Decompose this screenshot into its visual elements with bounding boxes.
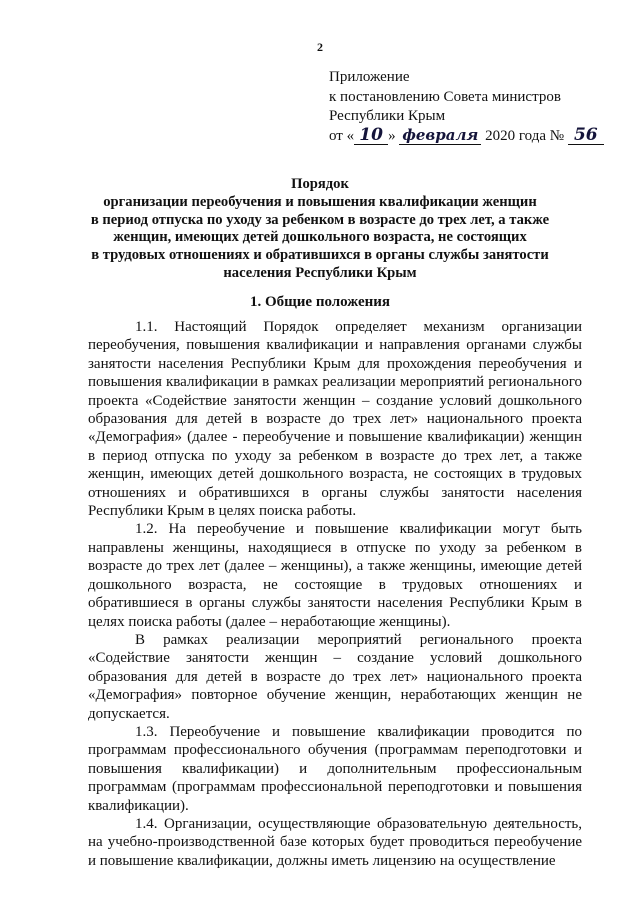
paragraph-1-1: 1.1. Настоящий Порядок определяет механизм организации переобучения, повышения квалификации и направления органами службы занятости населения Республики Крым для прохождения переобучения и повышения квалификации в рамках реализации мероприятий регионального проекта «Содействие занятости женщин – создание условий дошкольного образования для детей в возрасте до трех лет» национального проекта «Демография» (далее - переобучение и повышение квалификации) женщин в период отпуска по уходу за ребенком в возрасте до трех лет, а также женщин, имеющих детей дошкольного возраста, не состоящих в трудовых отношениях и обратившихся в органы службы занятости населения Республики Крым в целях поиска работы. [88, 319, 582, 520]
title-line: в трудовых отношениях и обратившихся в органы службы занятости [91, 247, 549, 264]
paragraph-1-2-continued: В рамках реализации мероприятий регионального проекта «Содействие занятости женщин – создание условий дошкольного образования для детей в возрасте до трех лет» национального проекта «Демография» повторное обучение женщин, неработающих женщин не допускается. [88, 631, 582, 722]
title-line: организации переобучения и повышения квалификации женщин [103, 193, 537, 210]
title-heading: Порядок [291, 176, 349, 192]
document-body [88, 318, 582, 870]
appendix-resolution: к постановлению Совета министров [329, 88, 561, 105]
appendix-label: Приложение [329, 69, 410, 85]
appendix-date-line [329, 124, 604, 147]
document-title [60, 176, 580, 283]
date-prefix: от « [329, 127, 355, 144]
date-year: 2020 года № [485, 127, 565, 144]
appendix-republic: Республики Крым [329, 108, 446, 124]
handwritten-day: 10 [359, 124, 383, 145]
handwritten-number: 56 [573, 124, 598, 145]
paragraph-1-3: 1.3. Переобучение и повышение квалификации проводится по программам профессионального обучения (программам переподготовки и повышения квалификации) и дополнительным профессиональным программам (программам профессиональной переподготовки и повышения квалификации). [88, 723, 582, 814]
handwritten-month: февраля [402, 125, 479, 144]
date-quote: » [388, 127, 396, 144]
section-title: 1. Общие положения [249, 294, 391, 310]
paragraph-1-2: 1.2. На переобучение и повышение квалификации могут быть направлены женщины, находящиеся в отпуске по уходу за ребенком в возрасте до трех лет (далее – женщины), а также женщины, имеющие детей дошкольного возраста, не состоящие в трудовых отношениях и обратившиеся в органы службы занятости населения Республики Крым в целях поиска работы (далее – неработающие женщины). [88, 521, 582, 630]
page-number: 2 [317, 40, 323, 54]
title-line: женщин, имеющих детей дошкольного возраста, не состоящих [113, 229, 527, 246]
date-day-field [354, 124, 388, 145]
paragraph-1-4: 1.4. Организации, осуществляющие образовательную деятельность, на учебно-производственной базе которых будет проводиться переобучение и повышение квалификации, должны иметь лицензию на осуществление [88, 815, 582, 869]
number-field [568, 124, 604, 145]
title-line: в период отпуска по уходу за ребенком в возрасте до трех лет, а также [90, 211, 550, 228]
appendix-block [329, 68, 604, 146]
title-line: населения Республики Крым [223, 264, 417, 281]
date-month-field [399, 125, 481, 145]
